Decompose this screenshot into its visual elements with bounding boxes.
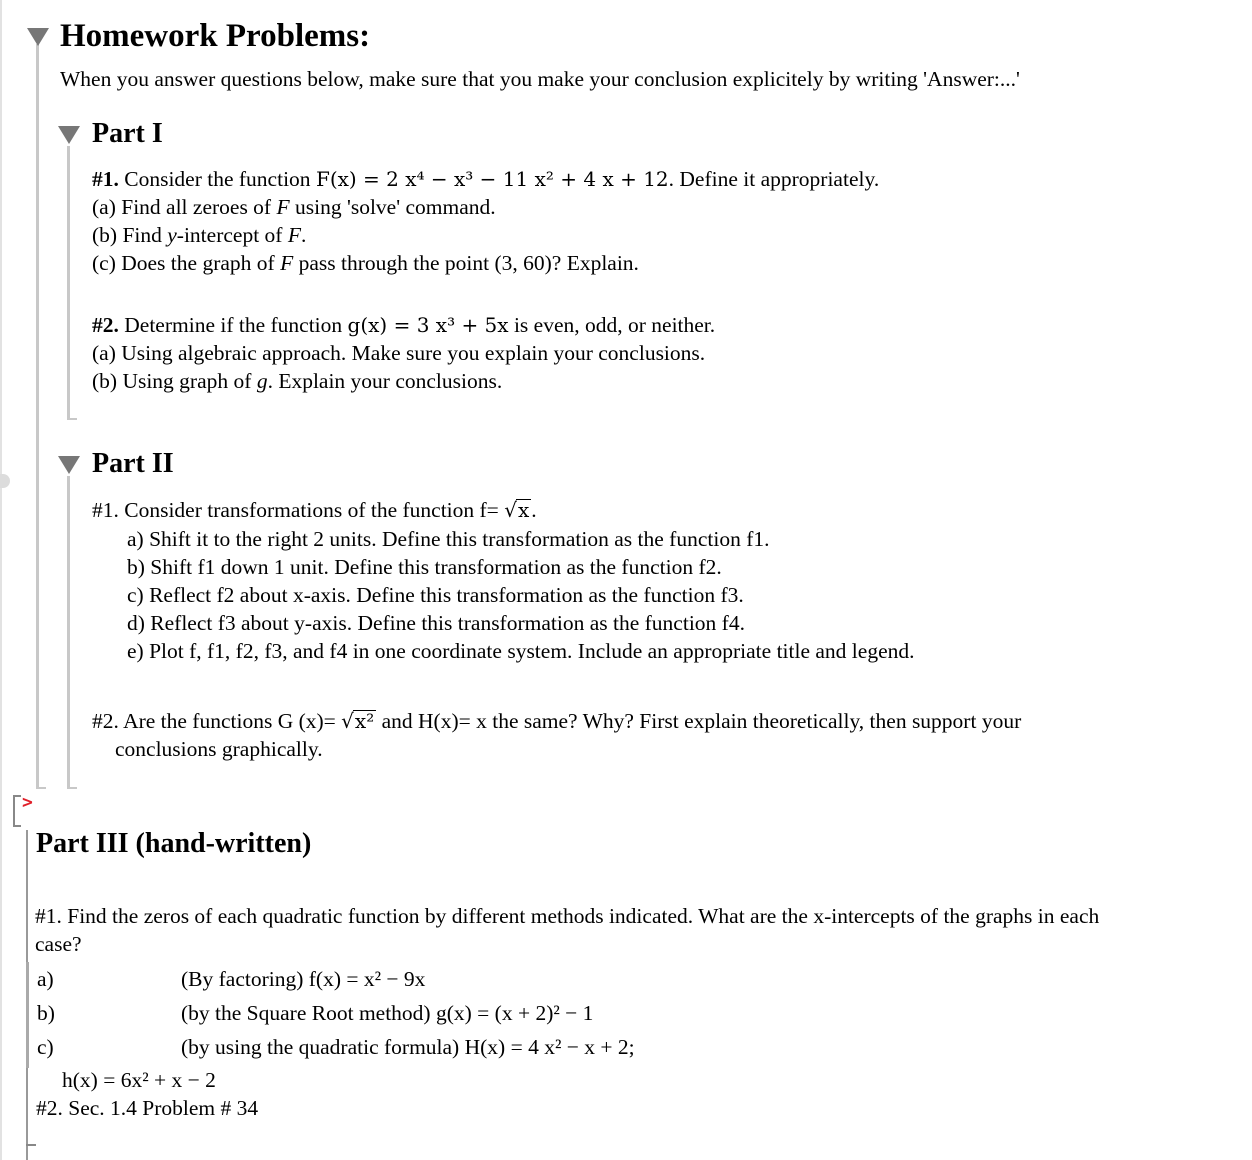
- part3-row-b-text: (by the Square Root method) g(x) = (x + 2)² − 1: [181, 1001, 594, 1025]
- part1-group-bar: [67, 146, 70, 420]
- part3-problem1-line1: #1. Find the zeros of each quadratic function by different methods indicated. What are the x-intercepts of the graphs in each: [35, 904, 1100, 928]
- homework-title: Homework Problems:: [60, 18, 371, 54]
- part3-row-a-text: (By factoring) f(x) = x² − 9x: [181, 967, 426, 991]
- part2-group-bar: [67, 476, 70, 789]
- part1-problem2-b: (b) Using graph of g. Explain your conclusions.: [92, 369, 503, 393]
- part2-problem1-c: c) Reflect f2 about x-axis. Define this transformation as the function f3.: [127, 583, 744, 607]
- part3-h-function: h(x) = 6x² + x − 2: [62, 1068, 216, 1092]
- part1-group-bar-end: [67, 418, 77, 420]
- left-window-edge: [0, 0, 2, 1160]
- part3-row-a-label: a): [37, 967, 54, 991]
- part2-problem1-a: a) Shift it to the right 2 units. Define this transformation as the function f1.: [127, 527, 770, 551]
- problem-text: . Define it appropriately.: [668, 167, 880, 191]
- function-F-expression: F(x) = 2 x⁴ − x³ − 11 x² + 4 x + 12: [315, 167, 669, 191]
- part3-problem2: #2. Sec. 1.4 Problem # 34: [36, 1096, 259, 1120]
- part3-row-c-label: c): [37, 1035, 54, 1059]
- part2-group-bar-end: [67, 787, 77, 789]
- execution-group-bracket: [13, 795, 21, 827]
- part1-problem1-c: (c) Does the graph of F pass through the point (3, 60)? Explain.: [92, 251, 639, 275]
- homework-intro: When you answer questions below, make sure that you make your conclusion explicitely by writing 'Answer:...': [60, 67, 1020, 91]
- outer-group-bar: [36, 44, 39, 789]
- homework-collapse-icon[interactable]: [27, 28, 49, 46]
- input-prompt[interactable]: >: [22, 792, 33, 813]
- part3-row-b-label: b): [37, 1001, 55, 1025]
- sqrt-radicand: x: [517, 498, 530, 522]
- sqrt-radicand: x²: [354, 709, 375, 733]
- part1-problem1-b: (b) Find y-intercept of F.: [92, 223, 307, 247]
- part2-problem1-d: d) Reflect f3 about y-axis. Define this transformation as the function f4.: [127, 611, 745, 635]
- part1-problem2-a: (a) Using algebraic approach. Make sure you explain your conclusions.: [92, 341, 706, 365]
- bottom-group-bracket: [26, 1144, 36, 1156]
- part2-problem1-e: e) Plot f, f1, f2, f3, and f4 in one coordinate system. Include an appropriate title and legend.: [127, 639, 915, 663]
- part2-problem2-line2: conclusions graphically.: [115, 737, 323, 761]
- outer-group-bar-end: [36, 787, 46, 789]
- problem-text: Consider the function: [118, 167, 316, 191]
- part1-problem1-a: (a) Find all zeroes of F using 'solve' command.: [92, 195, 496, 219]
- part1-problem2-line: #2. Determine if the function g(x) = 3 x³ + 5x is even, odd, or neither.: [92, 313, 716, 337]
- part2-problem1-b: b) Shift f1 down 1 unit. Define this transformation as the function f2.: [127, 555, 722, 579]
- part2-problem2-line: #2. Are the functions G (x)= √x² and H(x)= x the same? Why? First explain theoretically, then support your: [92, 709, 1022, 733]
- part2-collapse-icon[interactable]: [58, 456, 80, 474]
- left-edge-marker: [0, 474, 10, 488]
- sqrt-symbol: √: [504, 498, 517, 522]
- part3-list-bar: [26, 962, 29, 1068]
- part1-problem1-line: [92, 167, 879, 192]
- sqrt-symbol: √: [341, 709, 354, 733]
- part3-row-c-text: (by using the quadratic formula) H(x) = 4 x² − x + 2;: [181, 1035, 635, 1059]
- problem-number: #2.: [92, 313, 119, 337]
- part2-problem1-line: #1. Consider transformations of the function f= √x.: [92, 498, 537, 522]
- part2-title: Part II: [92, 448, 174, 479]
- part1-collapse-icon[interactable]: [58, 126, 80, 144]
- problem-number: #1.: [92, 167, 119, 191]
- function-g-expression: g(x) = 3 x³ + 5x: [347, 313, 509, 337]
- part3-title: Part III (hand-written): [36, 828, 312, 859]
- part3-problem1-line2: case?: [35, 932, 82, 956]
- part1-title: Part I: [92, 118, 163, 149]
